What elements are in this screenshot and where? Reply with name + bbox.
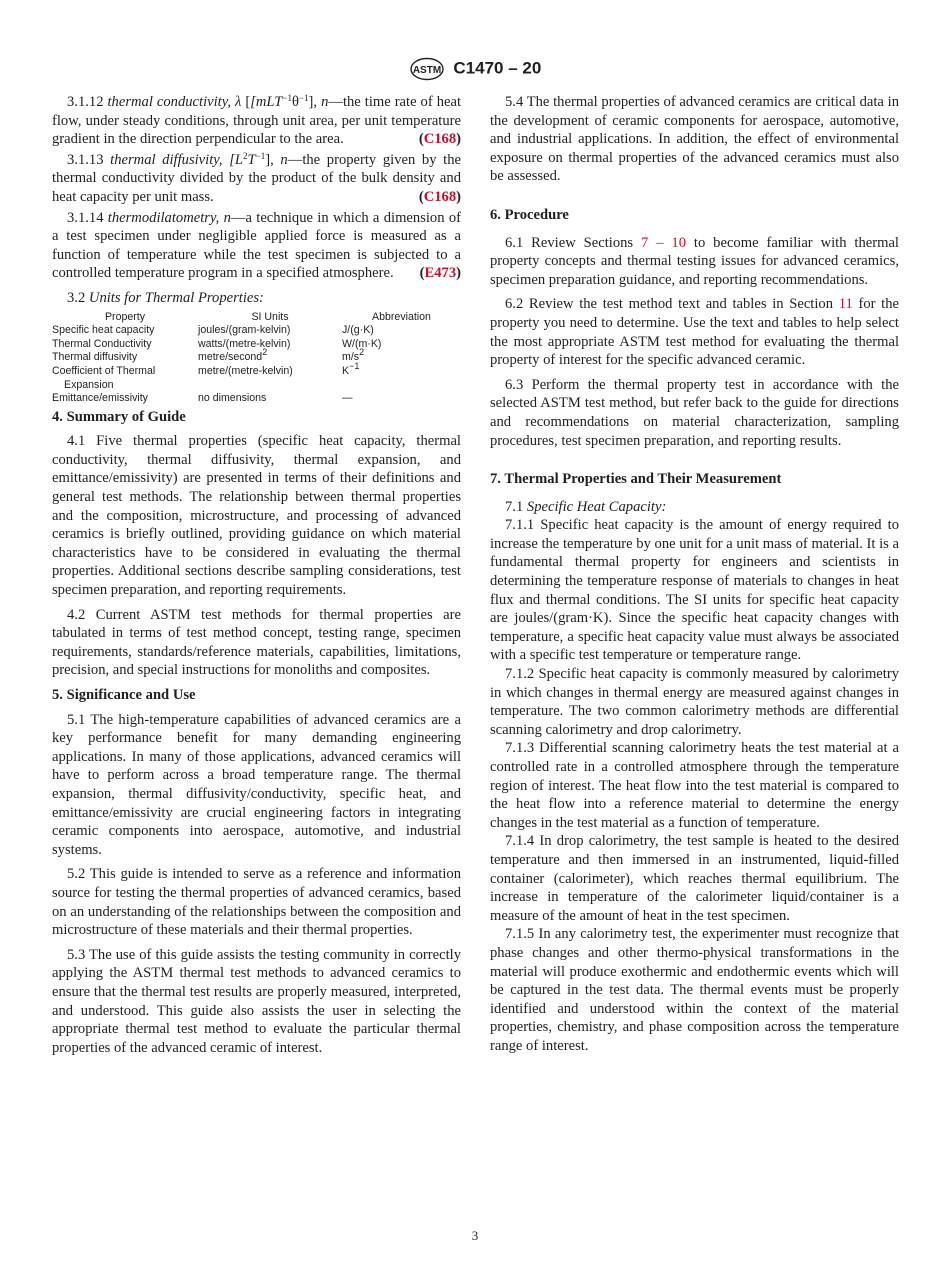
ref-c168-2: (C168) xyxy=(418,188,461,205)
paragraph-7-1-4: 7.1.4 In drop calorimetry, the test sample is heated to the desired temperature and then immersed in an instrumented, liquid-filled container (calorimeter), which reaches thermal equilibrium. The increase in temperature of the calorimeter liquid/container is a measure of the amount of heat in the test specimen. xyxy=(490,833,899,924)
paragraph-4-2: 4.2 Current ASTM test methods for thermal properties are tabulated in terms of test method concept, testing range, specimen requirements, standards/reference materials, capabilities, limitations, precision, and special instructions for monoliths and composites. xyxy=(52,606,461,679)
paragraph-5-3: 5.3 The use of this guide assists the testing community in correctly applying the ASTM thermal test methods to advanced ceramics to ensure that the thermal test results are properly measured, interpreted, and understood. This guide also assists the user in selecting the appropriate thermal test method to evaluate the particular thermal properties of the advanced ceramic of interest. xyxy=(52,946,461,1056)
units-table xyxy=(52,311,461,406)
table-row: Thermal Conductivity watts/(metre-kelvin) W/(m·K) xyxy=(52,337,382,350)
section-3-2: 3.2 Units for Thermal Properties: xyxy=(67,289,264,306)
heading-section-4: 4. Summary of Guide xyxy=(52,408,186,425)
paragraph-7-1-5: 7.1.5 In any calorimetry test, the experimenter must recognize that phase changes and other thermo-physical transformations in the material will produce exothermic and endothermic events which will be captured in the test data. The thermal events must be properly identified and understood within the context of the material properties, chemistry, and phase composition across the temperature range of interest. xyxy=(490,926,899,1054)
link-c168[interactable]: C168 xyxy=(423,131,457,148)
heading-section-6: 6. Procedure xyxy=(490,206,569,223)
right-column xyxy=(490,93,899,1056)
dim-mlt: [mLT xyxy=(250,94,283,110)
heading-section-7: 7. Thermal Properties and Their Measurement xyxy=(490,471,782,488)
paragraph-7-1-2: 7.1.2 Specific heat capacity is commonly measured by calorimetry in which changes in thermal energy are measured against changes in temperature. The two common calorimetry methods are differential scanning calorimetry and drop calorimetry. xyxy=(490,666,899,738)
definition-3-1-12: 3.1.12 thermal conductivity, λ [$[mLT^{-1}\theta^{-1}]$, n—the time rate of heat flow, under steady conditions, through unit area, per unit temperature gradient in the direction perpendicular to the area. (C168) xyxy=(52,93,462,148)
ref-c168: (C168) xyxy=(418,131,461,148)
table-row: Specific heat capacity joules/(gram-kelvin) J/(g·K) xyxy=(52,324,374,337)
svg-text:ASTM: ASTM xyxy=(412,64,441,76)
definition-3-1-13: 3.1.13 thermal diffusivity, $[L^2T^{-1}]$, n—the property given by the thermal conductivity divided by the product of the bulk density and heat capacity per unit mass. (C168) xyxy=(52,150,462,205)
paragraph-6-1: 6.1 Review Sections 7 – 10 to become familiar with thermal property concepts and thermal testing issues for advanced ceramics, specimen preparation guidance, and reporting recommendations. xyxy=(490,234,899,288)
paragraph-7-1-1: 7.1.1 Specific heat capacity is the amount of energy required to increase the temperature by one unit for a unit mass of material. It is a fundamental thermal property for engineers and scientists in determining the temperature response of materials to changes in heat flux and thermal conditions. The SI units for specific heat capacity are joules/(gram·K). Since the specific heat capacity changes with temperature, a specific heat capacity value must always be associated with a specific test temperature or temperature range. xyxy=(490,517,899,664)
paragraph-5-4: 5.4 The thermal properties of advanced ceramics are critical data in the development of ceramic components for aerospace, automotive, and industrial applications. In addition, the effect of environmental exposure on thermal properties of the advanced ceramics must also be assessed. xyxy=(490,94,899,185)
units-table-header: Property SI Units Abbreviation xyxy=(104,310,431,323)
paragraph-6-3: 6.3 Perform the thermal property test in accordance with the selected ASTM test method, but refer back to the guide for directions and recommendations on material characterization, sampling procedures, test specimen preparation, and reporting results. xyxy=(490,376,899,449)
table-row: Emittance/emissivity no dimensions — xyxy=(52,392,353,405)
page-number: 3 xyxy=(471,1228,479,1243)
paragraph-5-1: 5.1 The high-temperature capabilities of advanced ceramics are a key performance benefit for many demanding engineering applications. In many of those applications, advanced ceramics will have to perform across a broad temperature range. The thermal expansion, thermal diffusivity/conductivity, specific heat, and emittance/emissivity are crucial engineering factors in integrating ceramic components into aerospace, automotive, and industrial systems. xyxy=(52,711,461,858)
standard-code: C1470 – 20 xyxy=(453,58,542,78)
astm-logo-icon xyxy=(409,57,445,81)
ref-e473: (E473) xyxy=(419,265,461,282)
table-row: Thermal diffusivity metre/second$^2$ $m/s^2$ xyxy=(52,347,365,364)
paragraph-5-2: 5.2 This guide is intended to serve as a reference and information source for testing the thermal properties of advanced ceramics, based on an understanding of the relationships between the composition and microstructure of these materials and their thermal properties. xyxy=(52,866,461,939)
section-7-1: 7.1 Specific Heat Capacity: xyxy=(505,498,667,515)
paragraph-7-1-3: 7.1.3 Differential scanning calorimetry heats the test material at a controlled rate in a controlled atmosphere through the temperature region of interest. The heat flow into the test material is compared to the heat flow into a reference material to determine the energy changes in the test material as a function of temperature. xyxy=(490,740,899,831)
link-section-11[interactable]: 11 xyxy=(838,296,853,313)
paragraph-4-1: 4.1 Five thermal properties (specific heat capacity, thermal conductivity, thermal diffusivity, thermal expansion, and emittance/emissivity) are presented in terms of their definitions and general test methods. The relationship between thermal properties and the composition, microstructure, and processing of advanced ceramics is briefly outlined, providing guidance on which material characteristics have to be considered in evaluating the thermal properties. Additional sections describe sampling considerations, test specimen preparation, and reporting requirements. xyxy=(52,433,461,599)
left-column xyxy=(52,93,461,1057)
paragraph-6-2: 6.2 Review the test method text and tables in Section 11 for the property you need to determine. Use the text and tables to help select the most appropriate ASTM test method for evaluating the thermal property of interest for the specific advanced ceramic. xyxy=(490,296,899,369)
link-e473[interactable]: E473 xyxy=(424,265,457,282)
link-sections-7-10[interactable]: 7 – 10 xyxy=(641,234,687,251)
heading-section-5: 5. Significance and Use xyxy=(52,687,196,703)
table-row: Coefficient of Thermal Expansion metre/(metre-kelvin) $K^{-1}$ xyxy=(52,360,360,391)
link-c168[interactable]: C168 xyxy=(423,188,457,205)
definition-3-1-14: 3.1.14 thermodilatometry, n—a technique in which a dimension of a test specimen under negligible applied force is measured as a function of temperature while the test specimen is subjected to a controlled temperature program in a specified atmosphere. (E473) xyxy=(52,209,461,282)
page-header xyxy=(0,56,950,81)
